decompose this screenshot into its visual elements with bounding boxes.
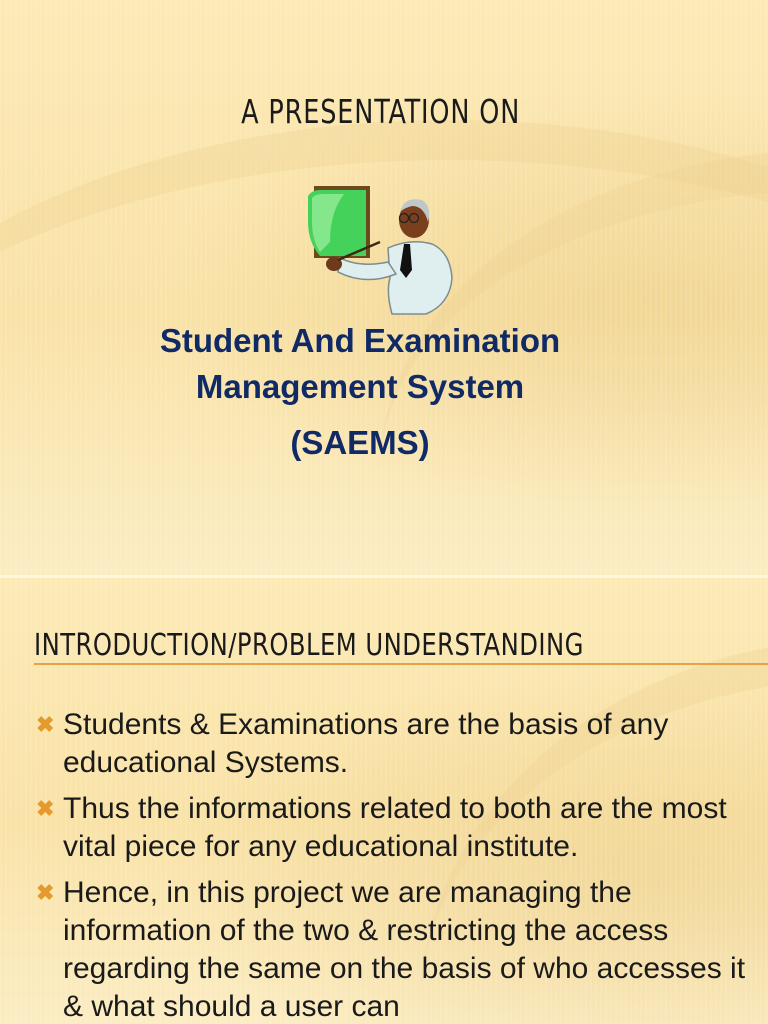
introduction-slide	[0, 578, 768, 1024]
bullet-text: Thus the informations related to both are the most vital piece for any educational institute.	[63, 792, 727, 863]
bullet-text: Students & Examinations are the basis of any educational Systems.	[63, 708, 669, 779]
title-abbreviation: (SAEMS)	[290, 424, 430, 461]
section-heading: INTRODUCTION/PROBLEM UNDERSTANDING	[34, 628, 584, 663]
teacher-pointing-at-board-icon	[300, 182, 462, 318]
bullet-text: Hence, in this project we are managing the information of the two & restricting the access regarding the same on the basis of who accesses it & what should a user can	[63, 876, 746, 1023]
x-bullet-icon: ✖	[36, 712, 55, 737]
bullet-list	[36, 706, 746, 1024]
heading-underline	[34, 663, 768, 665]
x-bullet-icon: ✖	[36, 880, 55, 905]
list-item	[36, 790, 746, 866]
presentation-kicker: A PRESENTATION ON	[241, 92, 521, 131]
list-item	[36, 706, 746, 782]
title-line-1: Student And Examination	[159, 322, 561, 359]
list-item	[36, 874, 746, 1024]
title-line-2: Management System	[195, 368, 525, 405]
slide-title	[60, 318, 660, 410]
x-bullet-icon: ✖	[36, 796, 55, 821]
